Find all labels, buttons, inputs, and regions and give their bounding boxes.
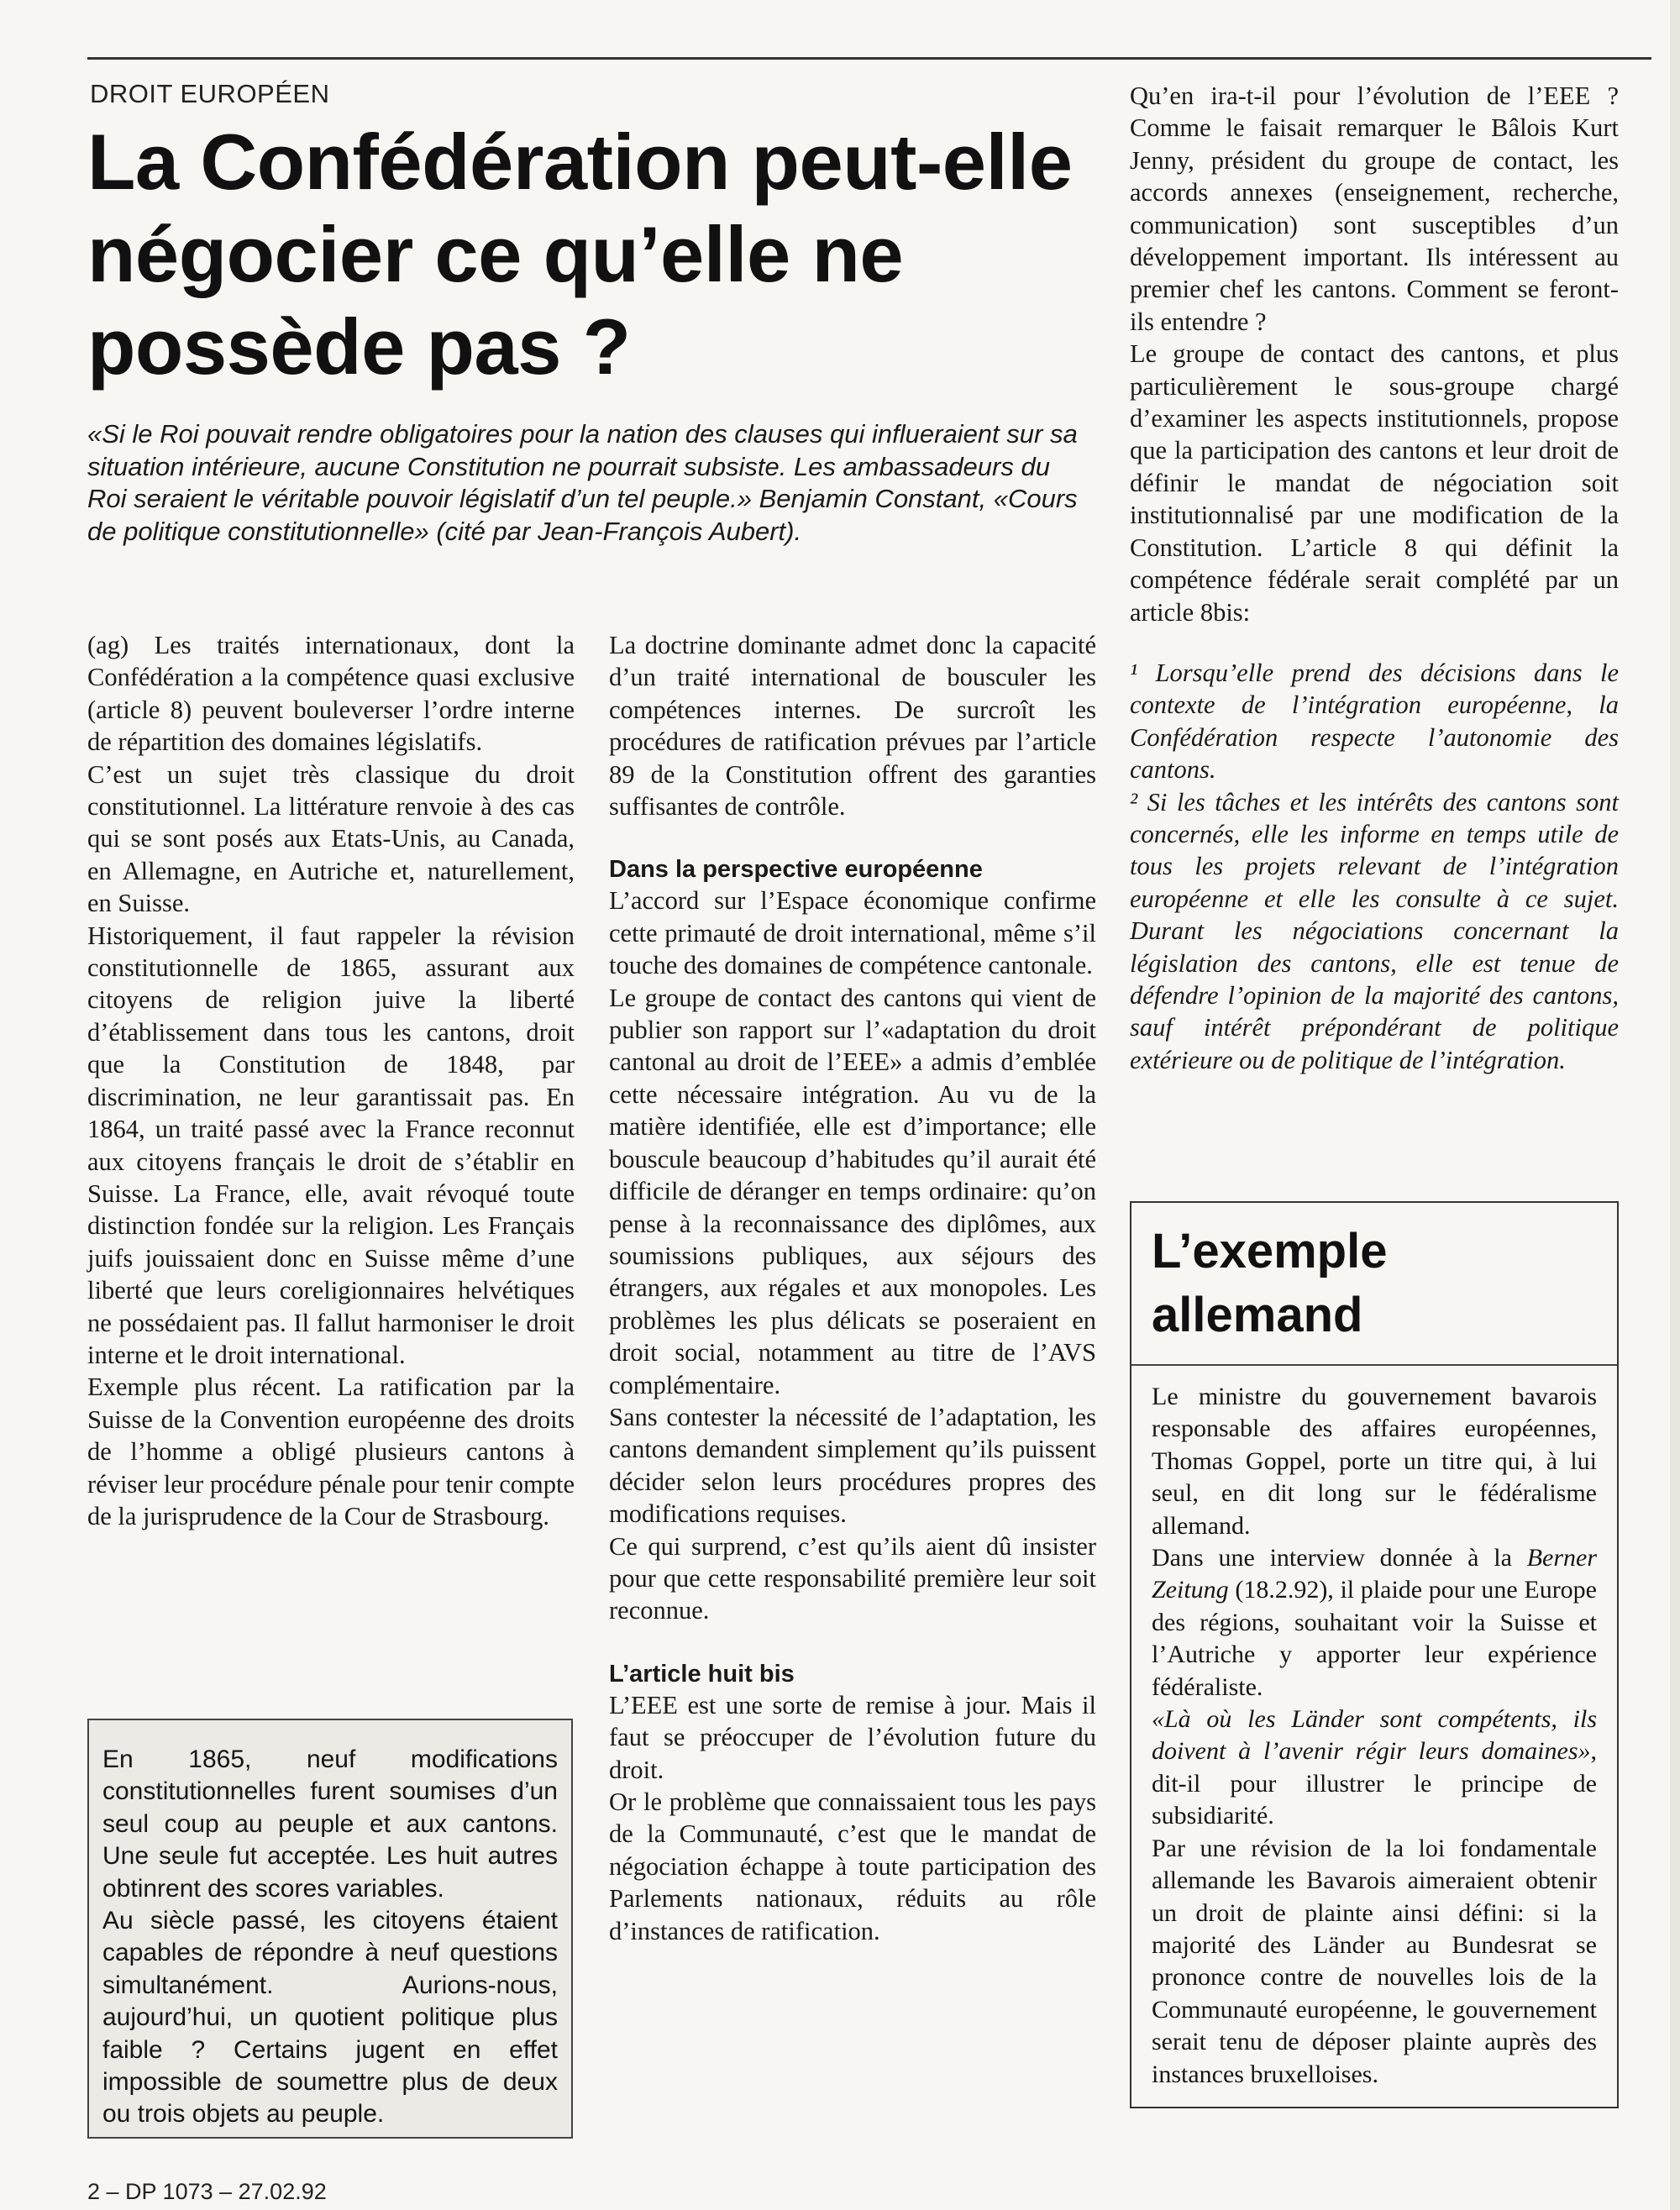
paragraph: Ce qui surprend, c’est qu’ils aient dû insister pour que cette responsabilité première leur soit reconnue. — [609, 1531, 1096, 1625]
subhead-perspective: Dans la perspective européenne — [609, 856, 983, 884]
headline: La Confédération peut-elle négocier ce qu’elle ne possède pas ? — [87, 118, 1073, 391]
text-run: , dit-il pour illustrer le principe de subsidiarité. — [1152, 1737, 1597, 1830]
paragraph: Qu’en ira-t-il pour l’évolution de l’EEE ? Comme le faisait remarquer le Bâlois Kurt Jenny, président du groupe de contact, les accords annexes (enseignement, recherche, communication) sont susceptibles d’un développement important. Ils intéressent au premier chef les cantons. Comment se feront-ils entendre ? — [1130, 81, 1619, 336]
text-run: Dans une interview donnée à la — [1152, 1544, 1527, 1572]
newspaper-name: Berner Zeitung — [1152, 1544, 1597, 1604]
paragraph: Sans contester la nécessité de l’adaptation, les cantons demandent simplement qu’ils puissent décider selon leurs procédures propres des modifications requises. — [609, 1402, 1096, 1529]
page-folio: 2 – DP 1073 – 27.02.92 — [87, 2179, 327, 2204]
paragraph: Le groupe de contact des cantons qui vient de publier son rapport sur l’«adaptation du droit cantonal au droit de l’EEE» a admis d’emblée cette nécessaire intégration. Au vu de la matière identifiée, elle est d’importance; elle bouscule beaucoup d’habitudes qu’il aurait été difficile de déranger en temps ordinaire: qu’on pense à la reconnaissance des diplômes, aux soumissions publiques, aux séjours des étrangers, aux régales et aux monopoles. Les problèmes les plus délicats se poseraient en droit social, notamment au titre de l’AVS complémentaire. — [609, 983, 1096, 1399]
quote-paragraph: ² Si les tâches et les intérêts des cantons sont concernés, elle les informe en temps utile de tous les projets relevant de l’intégration européenne et elle les consulte à ce sujet. Durant les négociations concernant la législation des cantons, elle est tenue de défendre l’opinion de la majorité des cantons, sauf intérêt prépondérant de politique extérieure ou de politique de l’intégration. — [1130, 787, 1619, 1074]
box-paragraph — [1152, 1703, 1597, 1833]
box-paragraph: En 1865, neuf modifications constitutionnelles furent soumises d’un seul coup au peuple et aux cantons. Une seule fut acceptée. Les huit autres obtinrent des scores variables. — [102, 1745, 558, 1903]
paragraph: L’EEE est une sorte de remise à jour. Mais il faut se préoccuper de l’évolution future du droit. — [609, 1690, 1096, 1784]
subhead-article: L’article huit bis — [609, 1660, 795, 1688]
paragraph: La doctrine dominante admet donc la capacité d’un traité international de bousculer les compétences internes. De surcroît les procédures de ratification prévues par l’article 89 de la Constitution offrent des garanties suffisantes de contrôle. — [609, 631, 1096, 822]
box-paragraph — [1152, 1542, 1597, 1703]
paragraph: Le groupe de contact des cantons, et plus particulièrement le sous-groupe chargé d’examiner les aspects institutionnels, propose que la participation des cantons et leur droit de définir le mandat de négociation soit institutionnalisé par une modification de la Constitution. L’article 8 qui définit la compétence fédérale serait complété par un article 8bis: — [1130, 339, 1619, 627]
sidebar-box-1865 — [87, 1719, 573, 2139]
paragraph: C’est un sujet très classique du droit constitutionnel. La littérature renvoie à des cas qui se sont posés aux Etats-Unis, au Canada, en Allemagne, en Autriche et, naturellement, en Suisse. — [87, 759, 575, 918]
quote-paragraph: ¹ Lorsqu’elle prend des décisions dans le contexte de l’intégration européenne, la Confédération respecte l’autonomie des cantons. — [1130, 658, 1619, 785]
quotation: «Là où les Länder sont compétents, ils doivent à l’avenir régir leurs domaines» — [1152, 1705, 1597, 1766]
lead-quote: «Si le Roi pouvait rendre obligatoires pour la nation des clauses qui influeraient sur sa situation intérieure, aucune Constitution ne pourrait subsiste. Les ambassadeurs du Roi seraient le véritable pouvoir législatif d’un tel peuple.» Benjamin Constant, «Cours de politique constitutionnelle» (cité par Jean-François Aubert). — [87, 419, 1078, 546]
column-3 — [1130, 80, 1619, 1076]
paragraph: Historiquement, il faut rappeler la révision constitutionnelle de 1865, assurant aux citoyens de religion juive la liberté d’établissement dans tous les cantons, droit que la Constitution de 1848, par discrimination, ne leur garantissait pas. En 1864, un traité passé avec la France reconnut aux citoyens français le droit de s’établir en Suisse. La France, elle, avait révoqué toute distinction fondée sur la religion. Les Français juifs jouissaient donc en Suisse même d’une liberté que leurs coreligionnaires helvétiques ne possédaient pas. Il fallut harmoniser le droit interne et le droit international. — [87, 921, 575, 1369]
article-quote — [1130, 657, 1619, 1076]
text-run: (18.2.92), il plaide pour une Europe des régions, souhaitant voir la Suisse et l’Autriche y apporter leur expérience fédéraliste. — [1152, 1576, 1597, 1701]
paragraph: (ag) Les traités internationaux, dont la Confédération a la compétence quasi exclusive (article 8) peuvent bouleverser l’ordre interne de répartition des domaines législatifs. — [87, 631, 575, 757]
paragraph: L’accord sur l’Espace économique confirme cette primauté de droit international, même s’il touche des domaines de compétence cantonale. — [609, 886, 1096, 980]
section-kicker: DROIT EUROPÉEN — [90, 79, 330, 108]
box-paragraph: Par une révision de la loi fondamentale allemande les Bavarois aimeraient obtenir un droit de plainte ainsi défini: si la majorité des Länder au Bundesrat se prononce contre de nouvelles lois de la Communauté européenne, le gouvernement serait tenu de déposer plainte auprès des instances bruxelloises. — [1152, 1834, 1597, 2088]
box-paragraph: Au siècle passé, les citoyens étaient capables de répondre à neuf questions simultanément. Aurions-nous, aujourd’hui, un quotient politique plus faible ? Certains jugent en effet impossible de soumettre plus de deux ou trois objets au peuple. — [102, 1907, 558, 2129]
column-1 — [87, 629, 575, 1532]
paragraph: Or le problème que connaissaient tous les pays de la Communauté, c’est que le mandat de négociation échappe à toute participation des Parlements nationaux, réduits au rôle d’instances de ratification. — [609, 1787, 1096, 1945]
paragraph: Exemple plus récent. La ratification par la Suisse de la Convention européenne des droits de l’homme a obligé plusieurs cantons à réviser leur procédure pénale pour tenir compte de la jurisprudence de la Cour de Strasbourg. — [87, 1373, 575, 1530]
column-2 — [609, 629, 1096, 1947]
box-title: L’exemple allemand — [1152, 1224, 1388, 1342]
sidebar-box-german-example — [1130, 1201, 1619, 2108]
page-edge — [1670, 0, 1680, 2210]
box-divider — [1131, 1364, 1617, 1366]
top-rule — [87, 57, 1651, 60]
box-paragraph: Le ministre du gouvernement bavarois responsable des affaires européennes, Thomas Goppel, porte un titre qui, à lui seul, en dit long sur le fédéralisme allemand. — [1152, 1383, 1597, 1540]
